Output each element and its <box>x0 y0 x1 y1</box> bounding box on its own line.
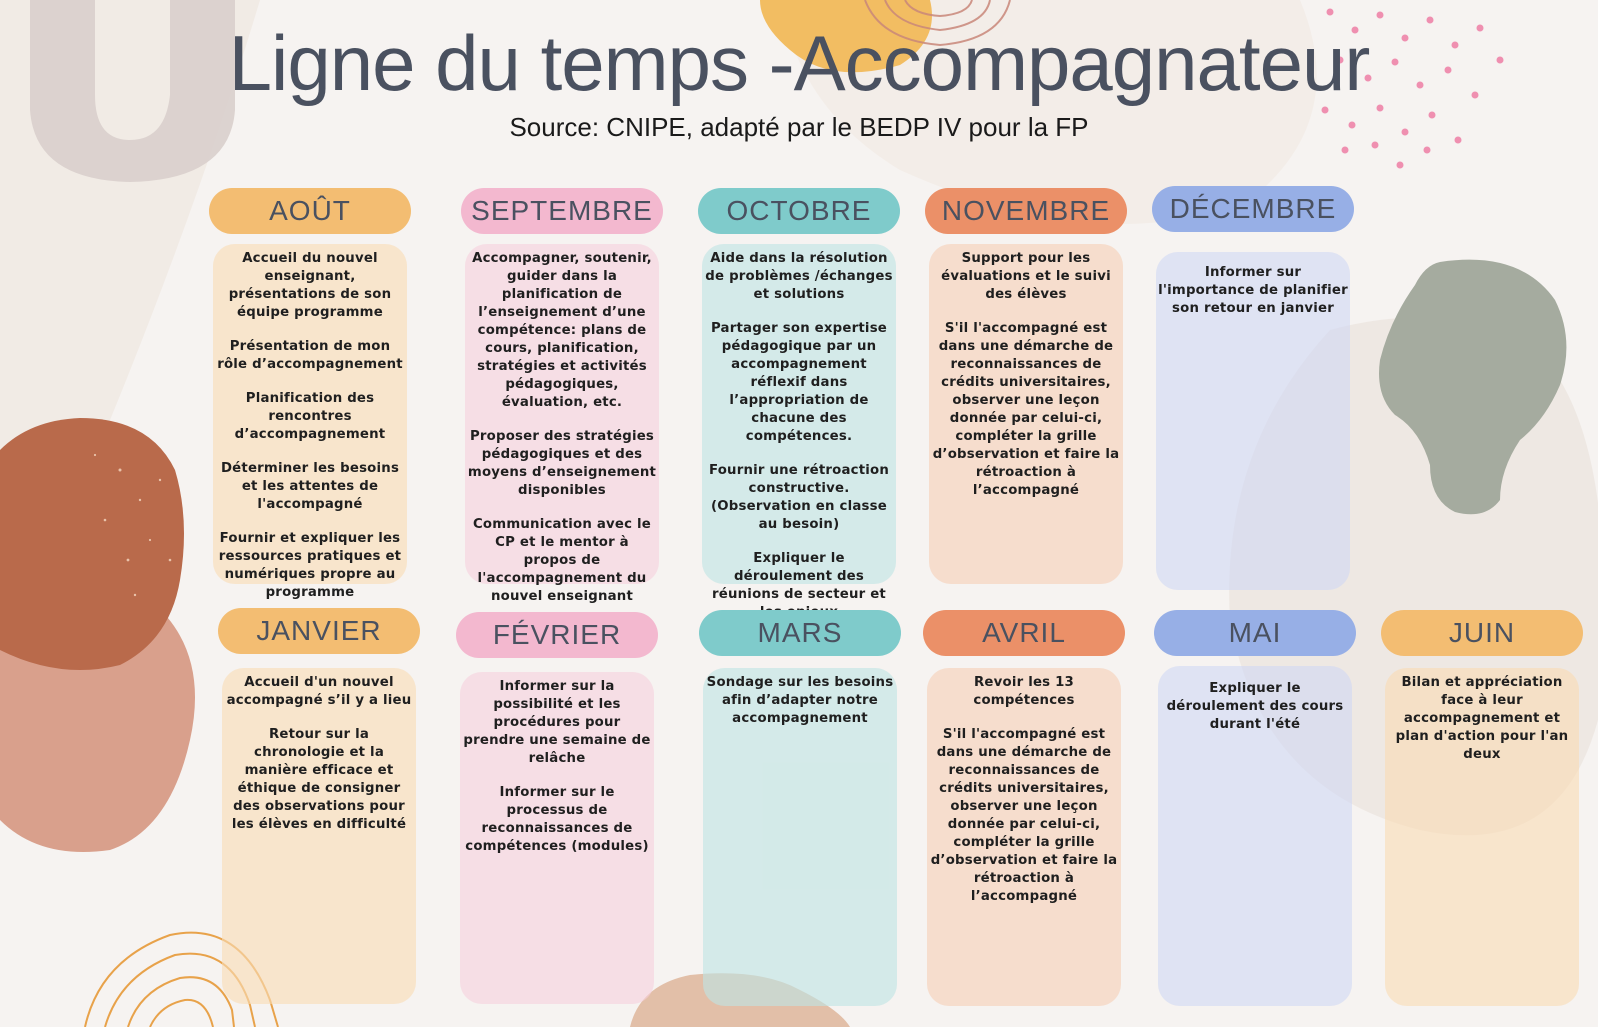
month-header: MARS <box>699 610 901 656</box>
month-item: Proposer des stratégies pédagogiques et des moyens d’enseignement disponibles <box>467 429 657 498</box>
month-body <box>703 668 897 1006</box>
month-body <box>222 668 416 1004</box>
month-item: Informer sur le processus de reconnaissances de compétences (modules) <box>465 785 649 854</box>
month-octobre <box>698 188 900 602</box>
month-body <box>1385 668 1579 1006</box>
month-item: Accompagner, soutenir, guider dans la planification de l’enseignement d’une compétence: plans de cours, planification, stratégies et activités pédagogiques, évaluation, etc. <box>472 251 652 410</box>
month-item: Fournir une rétroaction constructive. (Observation en classe au besoin) <box>708 463 890 532</box>
month-item: S'il l'accompagné est dans une démarche de reconnaissances de crédits universitaires, observer une leçon donnée par celui-ci, compléter la grille d’observation et faire la rétroaction à l’accompagné <box>932 321 1120 498</box>
month-item: Sondage sur les besoins afin d’adapter notre accompagnement <box>706 675 894 726</box>
month-fevrier <box>456 612 658 854</box>
month-body <box>929 244 1123 584</box>
month-item: Support pour les évaluations et le suivi des élèves <box>941 251 1111 302</box>
month-header: SEPTEMBRE <box>461 188 663 234</box>
page-title: Ligne du temps -Accompagnateur <box>228 19 1370 107</box>
month-aout <box>209 188 411 600</box>
month-item: Fournir et expliquer les ressources pratiques et numériques propre au programme <box>218 531 402 600</box>
month-decembre <box>1152 186 1354 316</box>
month-item: Partager son expertise pédagogique par un accompagnement réflexif dans l’appropriation de chacune des compétences. <box>710 321 888 444</box>
month-item: Accueil d'un nouvel accompagné s’il y a lieu <box>226 675 412 708</box>
month-header: AVRIL <box>923 610 1125 656</box>
month-novembre <box>925 188 1127 498</box>
month-mars <box>699 610 901 726</box>
month-header: FÉVRIER <box>456 612 658 658</box>
month-body <box>927 668 1121 1006</box>
month-header: OCTOBRE <box>698 188 900 234</box>
month-item: Informer sur la possibilité et les procédures pour prendre une semaine de relâche <box>463 679 651 766</box>
month-item: Expliquer le déroulement des cours durant l'été <box>1166 681 1344 732</box>
month-body <box>460 672 654 1004</box>
month-item: Communication avec le CP et le mentor à propos de l'accompagnement du nouvel enseignant <box>472 517 652 604</box>
month-item: Présentation de mon rôle d’accompagnement <box>217 339 403 372</box>
month-body <box>465 244 659 604</box>
month-header: JUIN <box>1381 610 1583 656</box>
month-item: Revoir les 13 compétences <box>973 675 1075 708</box>
month-item: Accueil du nouvel enseignant, présentations de son équipe programme <box>228 251 392 320</box>
month-janvier <box>218 608 420 832</box>
month-item: Aide dans la résolution de problèmes /échanges et solutions <box>705 251 893 302</box>
month-header: DÉCEMBRE <box>1152 186 1354 232</box>
month-item: Planification des rencontres d’accompagnement <box>234 391 386 442</box>
month-item: Bilan et appréciation face à leur accompagnement et plan d'action pour l'an deux <box>1395 675 1569 762</box>
month-header: MAI <box>1154 610 1356 656</box>
month-mai <box>1154 610 1356 732</box>
month-avril <box>923 610 1125 904</box>
month-juin <box>1381 610 1583 762</box>
month-item: Expliquer le déroulement des réunions de secteur et <box>712 551 886 602</box>
month-body <box>1158 666 1352 1006</box>
month-item: Informer sur l'importance de planifier son retour en janvier <box>1158 265 1348 316</box>
month-body <box>1156 252 1350 590</box>
month-body <box>213 244 407 600</box>
month-header: AOÛT <box>209 188 411 234</box>
month-item: S'il l'accompagné est dans une démarche de reconnaissances de crédits universitaires, observer une leçon donnée par celui-ci, compléter la grille d’observation et faire la rétroaction à l’accompagné <box>930 727 1118 904</box>
page-subtitle: Source: CNIPE, adapté par le BEDP IV pour la FP <box>509 112 1089 142</box>
month-header: NOVEMBRE <box>925 188 1127 234</box>
month-body <box>702 244 896 602</box>
month-item: Retour sur la chronologie et la manière efficace et éthique de consigner des observations pour les élèves en difficulté <box>231 727 407 832</box>
month-septembre <box>461 188 663 604</box>
month-item: Déterminer les besoins et les attentes de l'accompagné <box>220 461 400 512</box>
month-header: JANVIER <box>218 608 420 654</box>
